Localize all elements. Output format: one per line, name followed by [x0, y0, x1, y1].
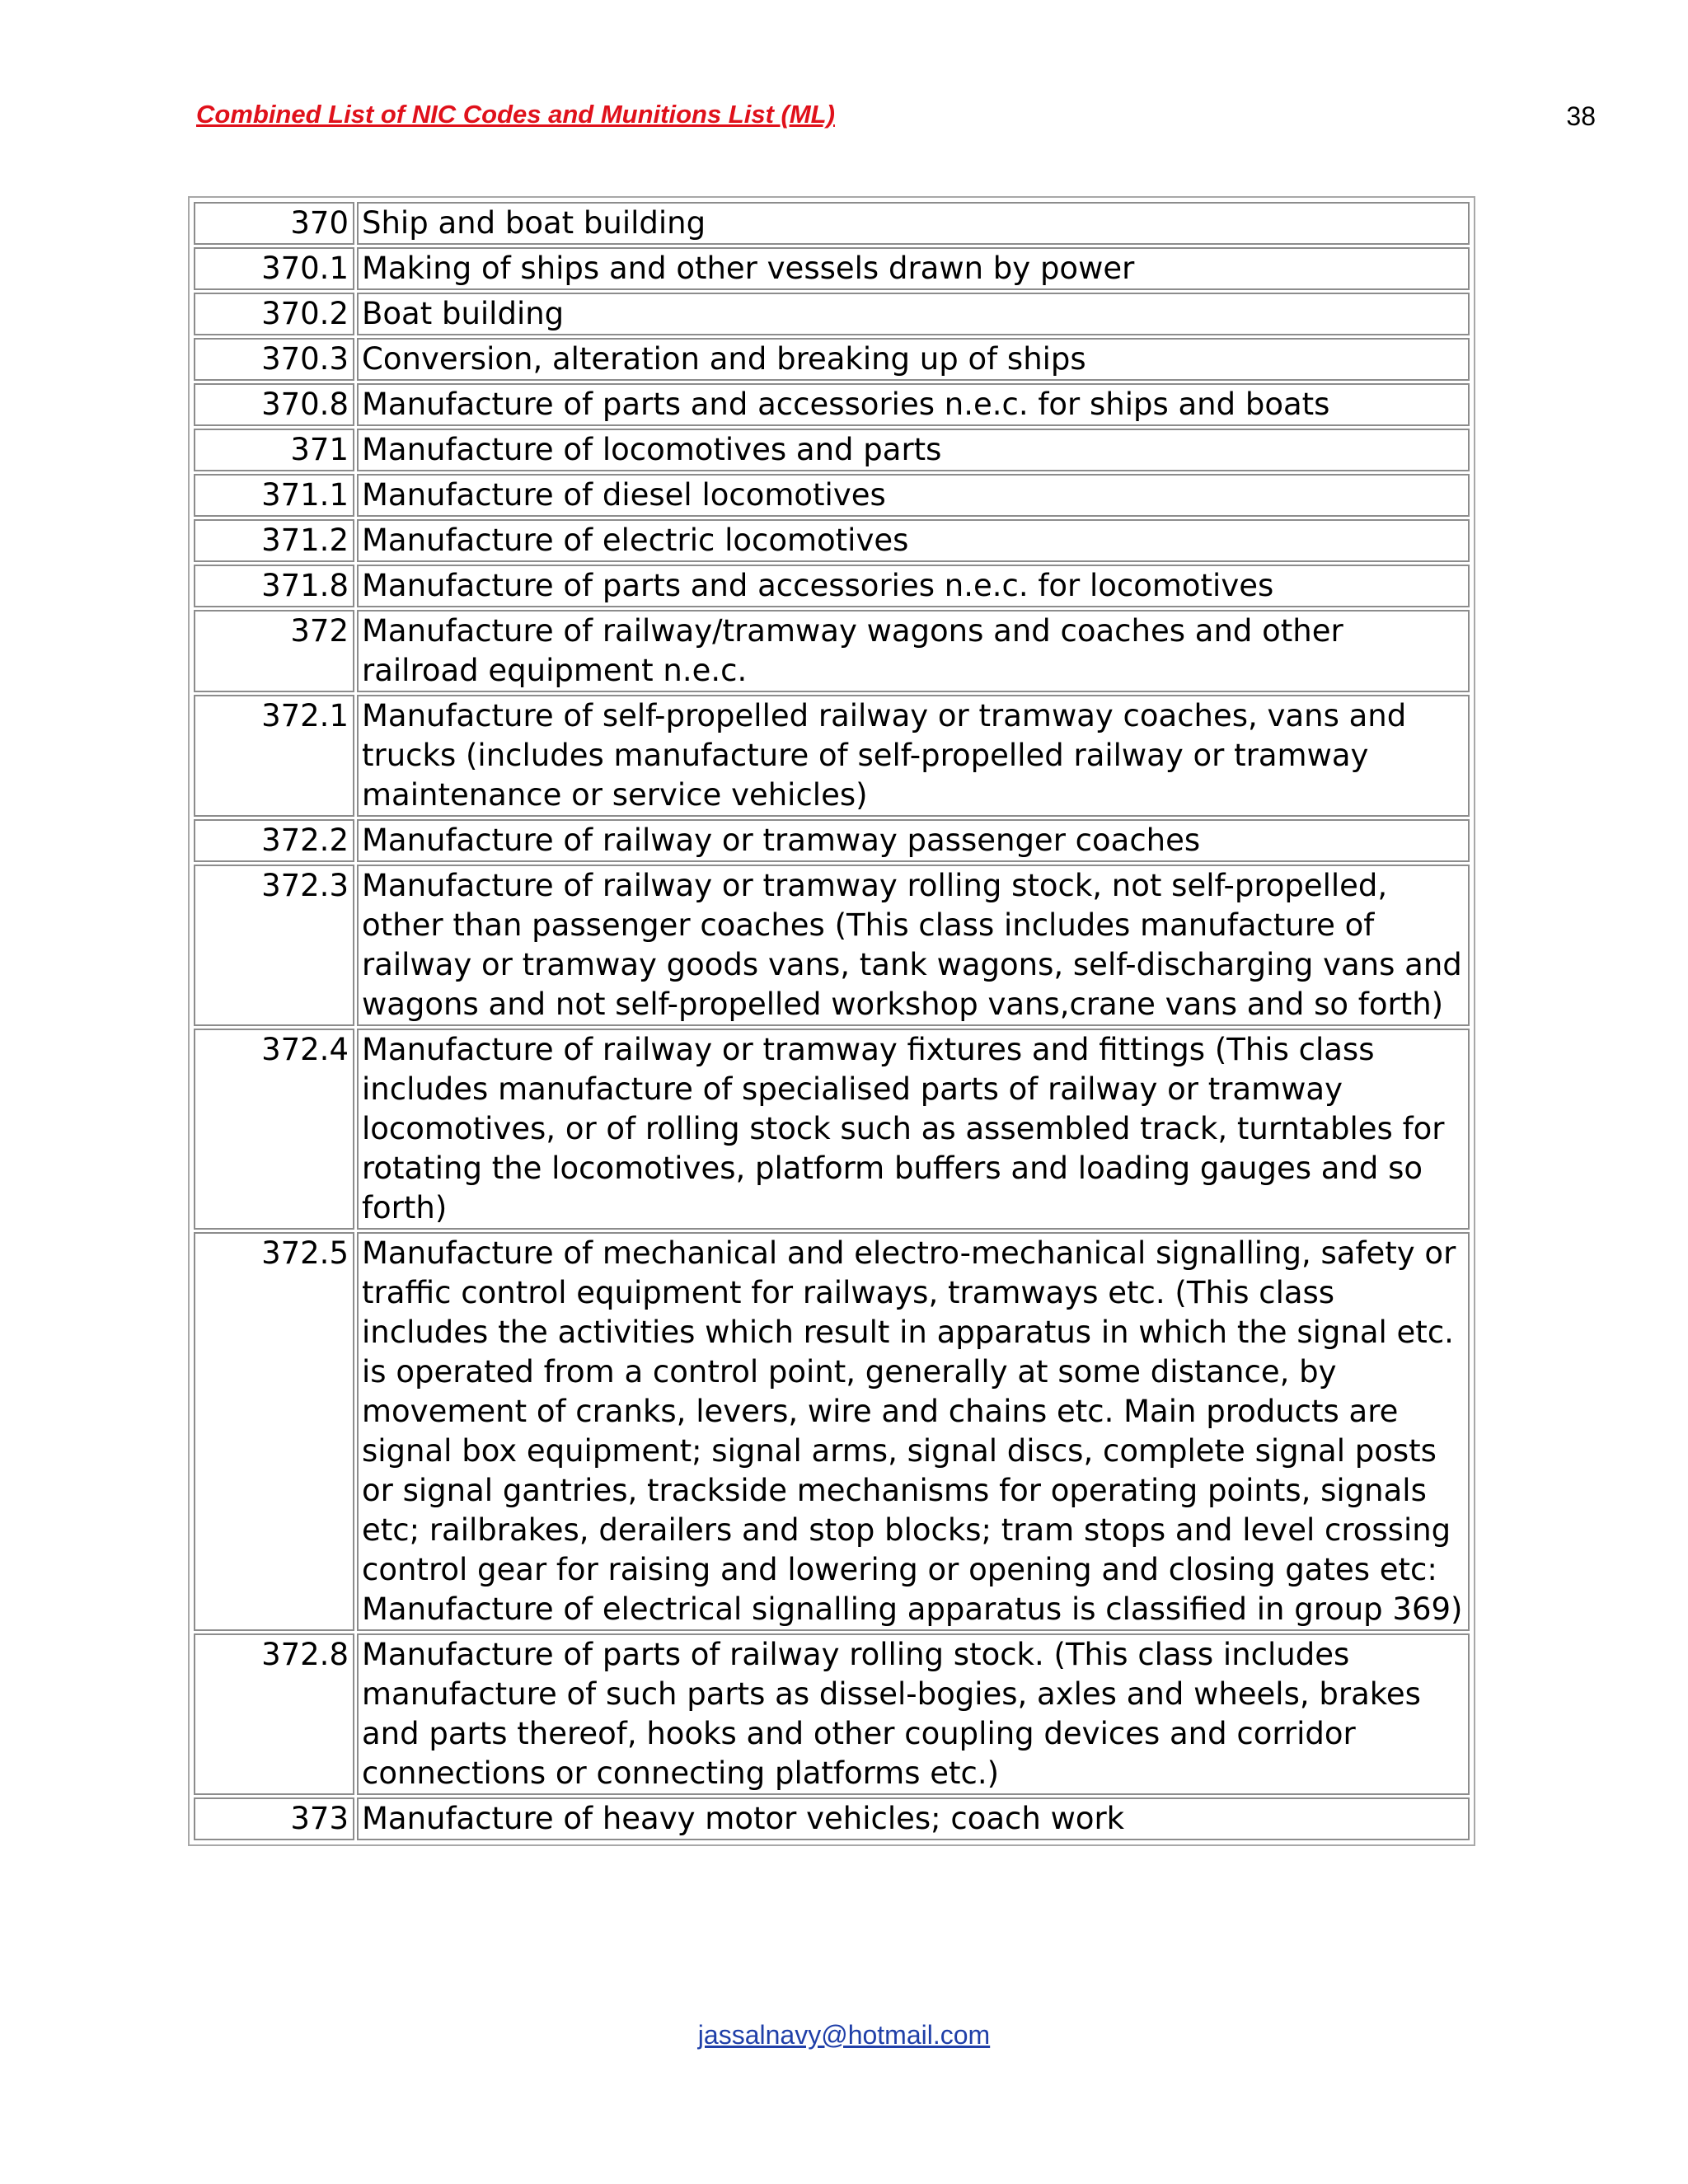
nic-code-cell: 370.3	[194, 338, 354, 381]
table-row	[194, 695, 1470, 817]
nic-description-cell: Manufacture of locomotives and parts	[357, 429, 1470, 471]
table-row	[194, 865, 1470, 1026]
table-row	[194, 819, 1470, 862]
table-row	[194, 338, 1470, 381]
table-row	[194, 1232, 1470, 1631]
table-row	[194, 1797, 1470, 1840]
nic-code-cell: 370.2	[194, 293, 354, 335]
nic-code-cell: 372.4	[194, 1029, 354, 1230]
table-row	[194, 610, 1470, 692]
footer	[0, 2020, 1688, 2050]
nic-description-cell: Manufacture of railway/tramway wagons and coaches and other railroad equipment n.e.c.	[357, 610, 1470, 692]
nic-code-cell: 372.3	[194, 865, 354, 1026]
nic-code-cell: 370	[194, 202, 354, 245]
nic-code-cell: 371.2	[194, 519, 354, 562]
nic-code-cell: 372.1	[194, 695, 354, 817]
nic-description-cell: Manufacture of railway or tramway passenger coaches	[357, 819, 1470, 862]
nic-code-cell: 371.8	[194, 565, 354, 607]
nic-description-cell: Manufacture of parts of railway rolling stock. (This class includes manufacture of such parts as dissel-bogies, axles and wheels, brakes and parts thereof, hooks and other coupling devices and corridor connections or connecting platforms etc.)	[357, 1633, 1470, 1795]
table-row	[194, 1633, 1470, 1795]
table-row	[194, 429, 1470, 471]
footer-email-link[interactable]: jassalnavy@hotmail.com	[697, 2020, 991, 2050]
nic-code-cell: 372	[194, 610, 354, 692]
nic-description-cell: Manufacture of heavy motor vehicles; coach work	[357, 1797, 1470, 1840]
nic-description-cell: Manufacture of parts and accessories n.e.c. for locomotives	[357, 565, 1470, 607]
table-row	[194, 383, 1470, 426]
nic-description-cell: Manufacture of parts and accessories n.e.c. for ships and boats	[357, 383, 1470, 426]
nic-code-cell: 371	[194, 429, 354, 471]
nic-codes-table	[191, 199, 1472, 1843]
nic-code-cell: 371.1	[194, 474, 354, 517]
nic-code-cell: 370.1	[194, 247, 354, 290]
nic-description-cell: Manufacture of electric locomotives	[357, 519, 1470, 562]
table-row	[194, 1029, 1470, 1230]
nic-code-cell: 372.8	[194, 1633, 354, 1795]
nic-description-cell: Conversion, alteration and breaking up of ships	[357, 338, 1470, 381]
table-row	[194, 293, 1470, 335]
table-row	[194, 565, 1470, 607]
table-row	[194, 247, 1470, 290]
nic-description-cell: Manufacture of railway or tramway rolling stock, not self-propelled, other than passenger coaches (This class includes manufacture of railway or tramway goods vans, tank wagons, self-discharging vans and wagons and not self-propelled workshop vans,crane vans and so forth)	[357, 865, 1470, 1026]
table-row	[194, 474, 1470, 517]
nic-description-cell: Making of ships and other vessels drawn by power	[357, 247, 1470, 290]
nic-description-cell: Ship and boat building	[357, 202, 1470, 245]
nic-description-cell: Manufacture of railway or tramway fixtures and fittings (This class includes manufacture of specialised parts of railway or tramway locomotives, or of rolling stock such as assembled track, turntables for rotating the locomotives, platform buffers and loading gauges and so forth)	[357, 1029, 1470, 1230]
nic-code-cell: 370.8	[194, 383, 354, 426]
nic-code-cell: 372.5	[194, 1232, 354, 1631]
nic-codes-table-frame	[188, 196, 1475, 1846]
nic-description-cell: Boat building	[357, 293, 1470, 335]
nic-code-cell: 372.2	[194, 819, 354, 862]
nic-codes-table-body	[194, 202, 1470, 1840]
page-number: 38	[1566, 101, 1596, 131]
nic-description-cell: Manufacture of self-propelled railway or tramway coaches, vans and trucks (includes manufacture of self-propelled railway or tramway maintenance or service vehicles)	[357, 695, 1470, 817]
document-title: Combined List of NIC Codes and Munitions List (ML)	[196, 100, 835, 129]
nic-code-cell: 373	[194, 1797, 354, 1840]
table-row	[194, 202, 1470, 245]
nic-description-cell: Manufacture of diesel locomotives	[357, 474, 1470, 517]
nic-description-cell: Manufacture of mechanical and electro-mechanical signalling, safety or traffic control equipment for railways, tramways etc. (This class includes the activities which result in apparatus in which the signal etc. is operated from a control point, generally at some distance, by movement of cranks, levers, wire and chains etc. Main products are signal box equipment; signal arms, signal discs, complete signal posts or signal gantries, trackside mechanisms for operating points, signals etc; railbrakes, derailers and stop blocks; tram stops and level crossing control gear for raising and lowering or opening and closing gates etc: Manufacture of electrical signalling apparatus is classified in group 369)	[357, 1232, 1470, 1631]
table-row	[194, 519, 1470, 562]
